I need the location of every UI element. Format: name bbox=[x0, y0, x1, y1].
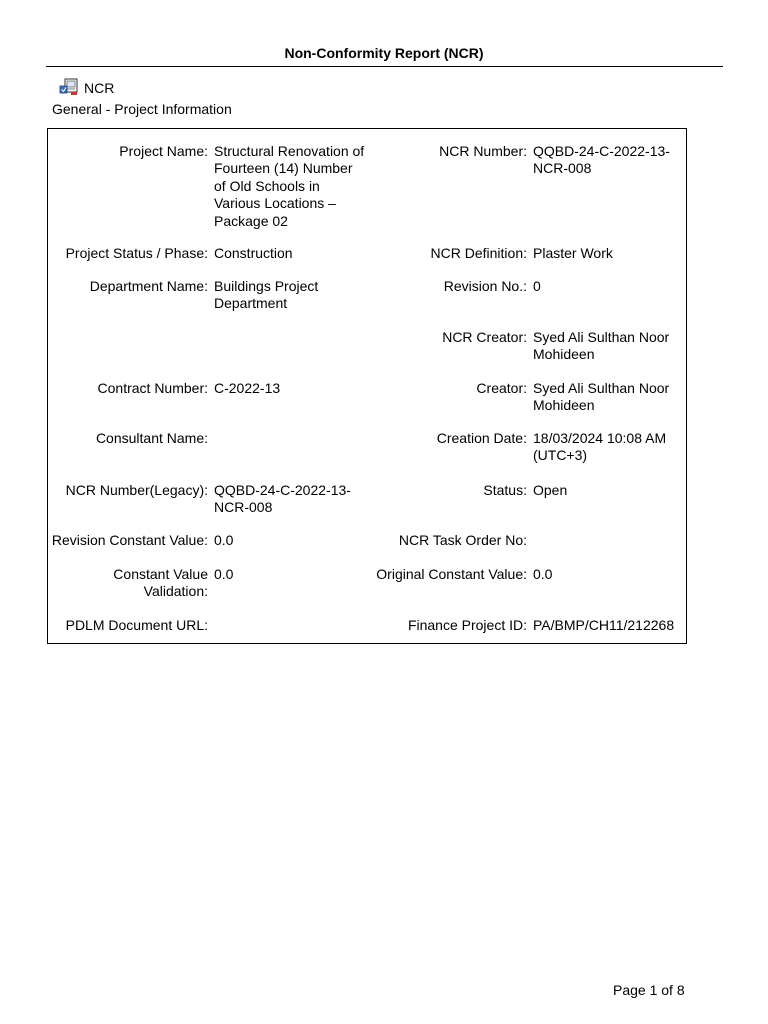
original-constant-label: Original Constant Value: bbox=[376, 566, 527, 582]
ncr-number-label: NCR Number: bbox=[439, 143, 527, 159]
ncr-creator-line: Syed Ali Sulthan Noor bbox=[533, 329, 670, 345]
creator-line: Mohideen bbox=[533, 397, 595, 414]
ncr-task-order-label: NCR Task Order No: bbox=[398, 532, 527, 548]
consultant-name-label: Consultant Name: bbox=[95, 430, 208, 446]
creation-date-line: (UTC+3) bbox=[533, 447, 588, 464]
project-name-line: Structural Renovation of bbox=[214, 143, 365, 159]
creation-date-value bbox=[533, 430, 666, 465]
ncr-legacy-line: QQBD-24-C-2022-13- bbox=[214, 482, 351, 498]
ncr-definition-value: Plaster Work bbox=[533, 245, 613, 261]
creation-date-line: 18/03/2024 10:08 AM bbox=[533, 430, 667, 446]
pdlm-url-label: PDLM Document URL: bbox=[65, 617, 208, 633]
project-name-value bbox=[214, 143, 364, 230]
revision-constant-value: 0.0 bbox=[214, 532, 234, 548]
contract-number-label: Contract Number: bbox=[97, 380, 208, 396]
report-title: Non-Conformity Report (NCR) bbox=[284, 45, 484, 61]
department-line: Buildings Project bbox=[214, 278, 319, 294]
ncr-report-icon bbox=[59, 78, 81, 96]
creator-line: Syed Ali Sulthan Noor bbox=[533, 380, 670, 396]
original-constant-value: 0.0 bbox=[533, 566, 553, 582]
ncr-creator-label: NCR Creator: bbox=[442, 329, 527, 345]
department-value bbox=[214, 278, 318, 313]
project-information-box bbox=[47, 128, 687, 644]
creation-date-label: Creation Date: bbox=[436, 430, 527, 446]
ncr-number-line: QQBD-24-C-2022-13- bbox=[533, 143, 670, 159]
project-name-line: Fourteen (14) Number bbox=[214, 160, 353, 177]
creator-value bbox=[533, 380, 669, 415]
constant-validation-label-line: Constant Value bbox=[113, 566, 208, 582]
page-number: Page 1 of 8 bbox=[613, 982, 685, 998]
status-value: Open bbox=[533, 482, 568, 498]
department-label: Department Name: bbox=[89, 278, 208, 294]
project-status-value: Construction bbox=[214, 245, 293, 261]
finance-project-label: Finance Project ID: bbox=[407, 617, 527, 633]
ncr-legacy-line: NCR-008 bbox=[214, 499, 273, 516]
ncr-creator-line: Mohideen bbox=[533, 346, 595, 363]
title-divider bbox=[46, 66, 723, 67]
ncr-definition-label: NCR Definition: bbox=[430, 245, 527, 261]
ncr-heading bbox=[59, 76, 114, 96]
finance-project-value: PA/BMP/CH11/212268 bbox=[533, 617, 675, 633]
project-name-line: Package 02 bbox=[214, 212, 288, 229]
ncr-heading-label: NCR bbox=[84, 80, 115, 96]
constant-validation-value: 0.0 bbox=[214, 566, 234, 582]
department-line: Department bbox=[214, 295, 288, 312]
constant-validation-label-line: Validation: bbox=[143, 583, 208, 600]
ncr-number-value bbox=[533, 143, 670, 178]
revision-constant-label: Revision Constant Value: bbox=[51, 532, 208, 548]
status-label: Status: bbox=[483, 482, 527, 498]
project-name-label: Project Name: bbox=[119, 143, 208, 159]
ncr-legacy-label: NCR Number(Legacy): bbox=[65, 482, 208, 498]
creator-label: Creator: bbox=[476, 380, 527, 396]
revision-value: 0 bbox=[533, 278, 541, 294]
ncr-number-line: NCR-008 bbox=[533, 160, 592, 177]
ncr-legacy-value bbox=[214, 482, 351, 517]
contract-number-value: C-2022-13 bbox=[214, 380, 281, 396]
section-title: General - Project Information bbox=[52, 101, 232, 117]
project-name-line: of Old Schools in bbox=[214, 177, 320, 194]
revision-label: Revision No.: bbox=[443, 278, 527, 294]
project-name-line: Various Locations – bbox=[214, 195, 336, 212]
project-status-label: Project Status / Phase: bbox=[65, 245, 208, 261]
ncr-creator-value bbox=[533, 329, 669, 364]
constant-validation-label bbox=[113, 566, 208, 601]
